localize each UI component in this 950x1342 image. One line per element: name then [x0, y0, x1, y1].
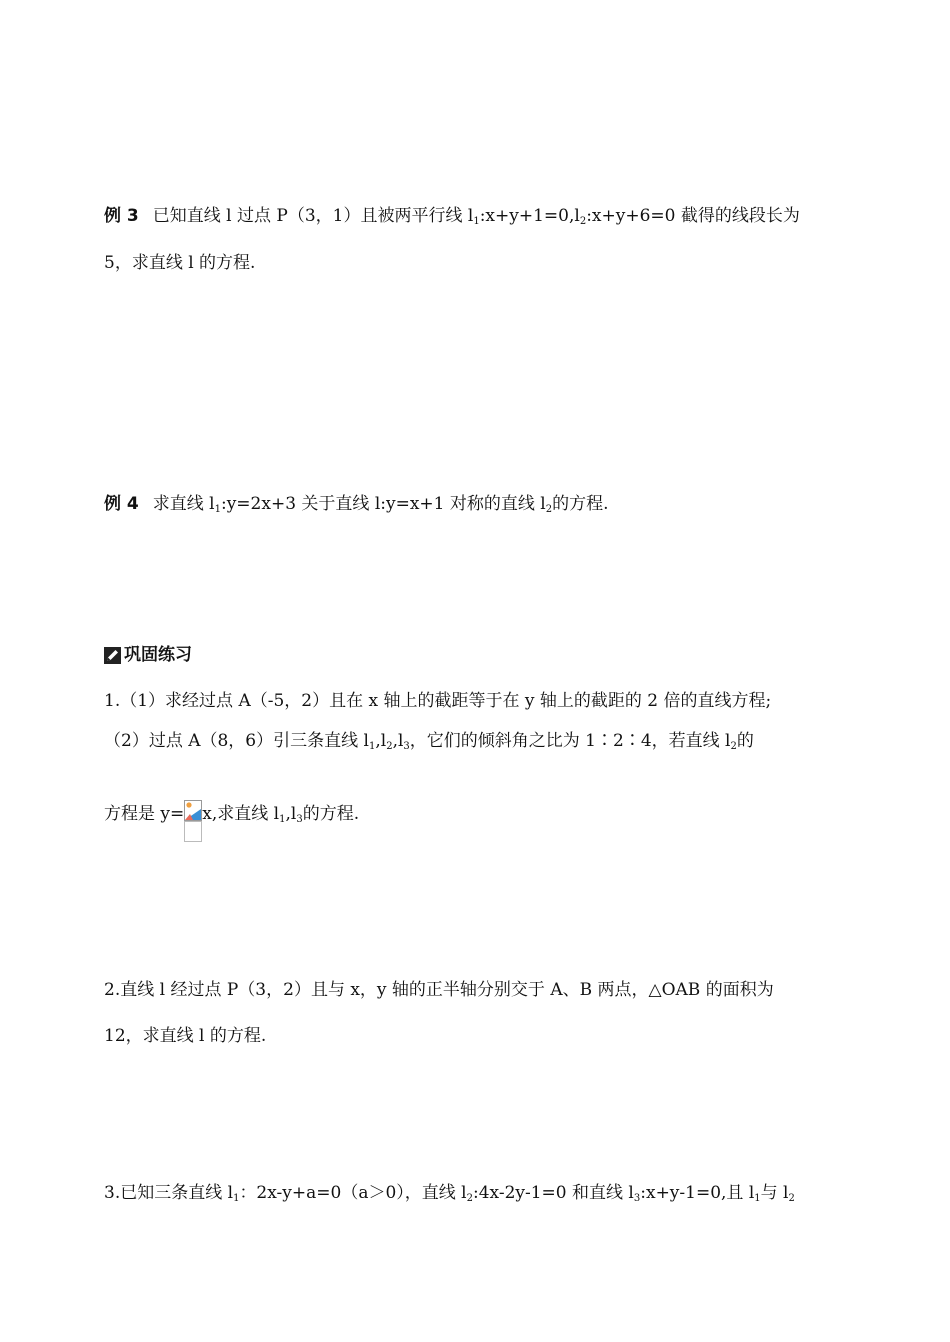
section-title: 巩固练习 [124, 645, 192, 665]
example-3-line-1: 例 3 已知直线 l 过点 P（3，1）且被两平行线 $l_1:x+y+1=0,l_2:x+y+6=0$ 截得的线段长为 [104, 206, 800, 227]
question-2-line-1: 2.直线 l 经过点 P（3，2）且与 x，y 轴的正半轴分别交于 A、B 两点，△OAB 的面积为 [104, 980, 774, 1000]
question-1-part-3: 方程是 y= x,求直线 $l_1,l_3$的方程. [104, 802, 359, 844]
question-1-part-1: 1.（1）求经过点 A（-5，2）且在 x 轴上的截距等于在 y 轴上的截距的 2 倍的直线方程; [104, 691, 772, 711]
question-2-line-2: 12，求直线 l 的方程. [104, 1026, 267, 1046]
example-4: 例 4 求直线 $l_1:y=2x+3$ 关于直线 l:y=x+1 对称的直线 $l_2$的方程. [104, 494, 609, 515]
section-header [104, 643, 192, 667]
pencil-icon [104, 647, 121, 664]
question-3-line-1: 3.已知三条直线 $l_1$：2x-y+a=0（a＞0），直线 $l_2:4x-2y-1=0$ 和直线 $l_3:x+y-1=0$,且 $l_1$与 $l_2$ [104, 1183, 795, 1204]
broken-formula-image [184, 800, 202, 844]
example-4-label: 例 4 [104, 494, 139, 514]
example-3-label: 例 3 [104, 206, 139, 226]
example-3-line-2: 5，求直线 l 的方程. [104, 253, 256, 273]
question-1-part-2: （2）过点 A（8，6）引三条直线 $l_1,l_2,l_3$，它们的倾斜角之比为 1∶2∶4，若直线 $l_2$的 [104, 731, 754, 752]
